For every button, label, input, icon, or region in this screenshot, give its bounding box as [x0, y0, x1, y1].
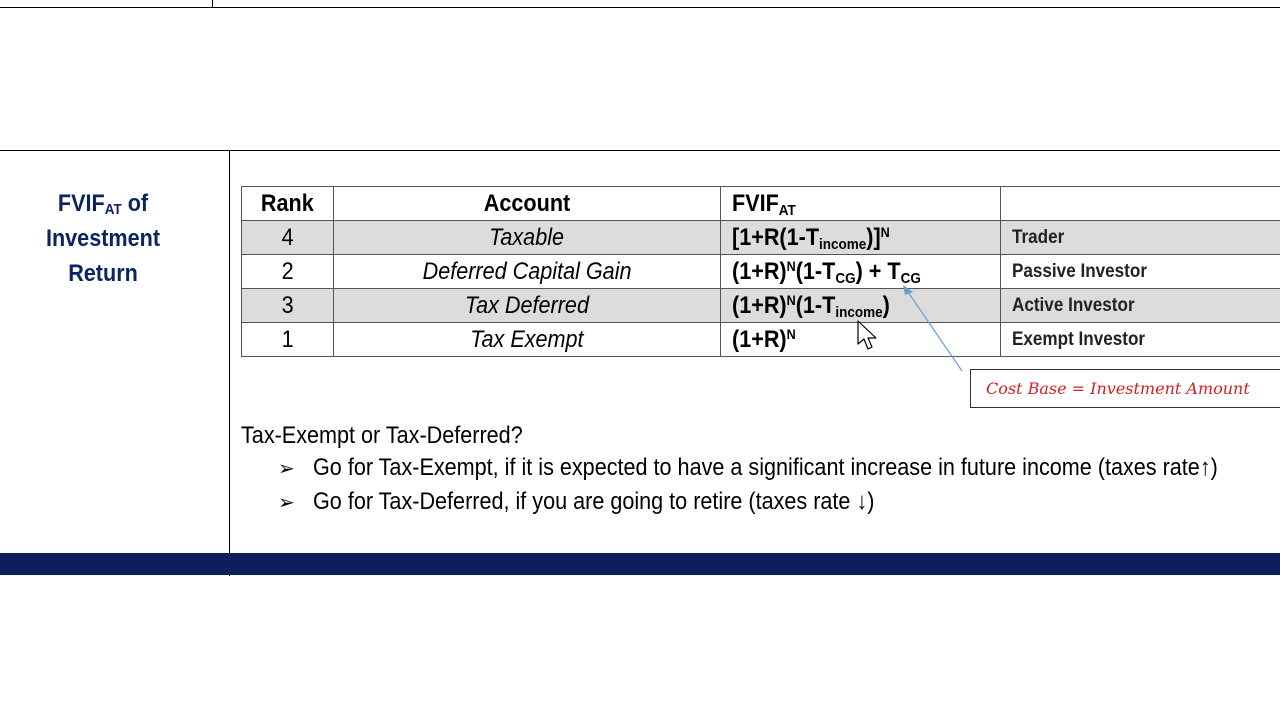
formula-cell: $[1+R(1-T_{income})]^N$ [721, 221, 1001, 255]
account-cell: Tax Deferred [334, 289, 721, 323]
bullet-item: ➢ Go for Tax-Deferred, if you are going to retire (taxes rate ↓) [278, 486, 937, 519]
formula-cell: $(1+R)^N$ [721, 323, 1001, 357]
cost-base-note: Cost Base = Investment Amount [970, 369, 1280, 408]
formula-cell: $(1+R)^N(1-T_{income})$ [721, 289, 1001, 323]
investor-cell: Active Investor [1001, 289, 1280, 323]
investor-cell: Exempt Investor [1001, 323, 1280, 357]
investor-cell: Passive Investor [1001, 255, 1280, 289]
header-fvif: $FVIF_{AT}$ [721, 187, 1001, 221]
formula-cell: $(1+R)^N(1-T_{CG}) + T_{CG}$ [721, 255, 1001, 289]
arrow-bullet-icon: ➢ [278, 492, 295, 514]
rank-cell: 2 [242, 255, 334, 289]
question-text: Tax-Exempt or Tax-Deferred? [241, 422, 523, 449]
rank-cell: 4 [242, 221, 334, 255]
header-rank: Rank [242, 187, 334, 221]
bullet-item: ➢ Go for Tax-Exempt, if it is expected to have a significant increase in future income (taxes rate↑) [278, 452, 1280, 485]
section-title-line1: $FVIF_{AT}$ of [57, 190, 149, 218]
footer-bar [0, 553, 1280, 575]
account-cell: Tax Exempt [334, 323, 721, 357]
account-cell: Deferred Capital Gain [334, 255, 721, 289]
rank-cell: 1 [242, 323, 334, 357]
investor-cell: Trader [1001, 221, 1280, 255]
account-cell: Taxable [334, 221, 721, 255]
section-title-line2: Investment Return [45, 225, 161, 287]
mouse-cursor-icon [857, 320, 881, 354]
arrow-bullet-icon: ➢ [278, 458, 295, 480]
rank-cell: 3 [242, 289, 334, 323]
header-account: Account [334, 187, 721, 221]
